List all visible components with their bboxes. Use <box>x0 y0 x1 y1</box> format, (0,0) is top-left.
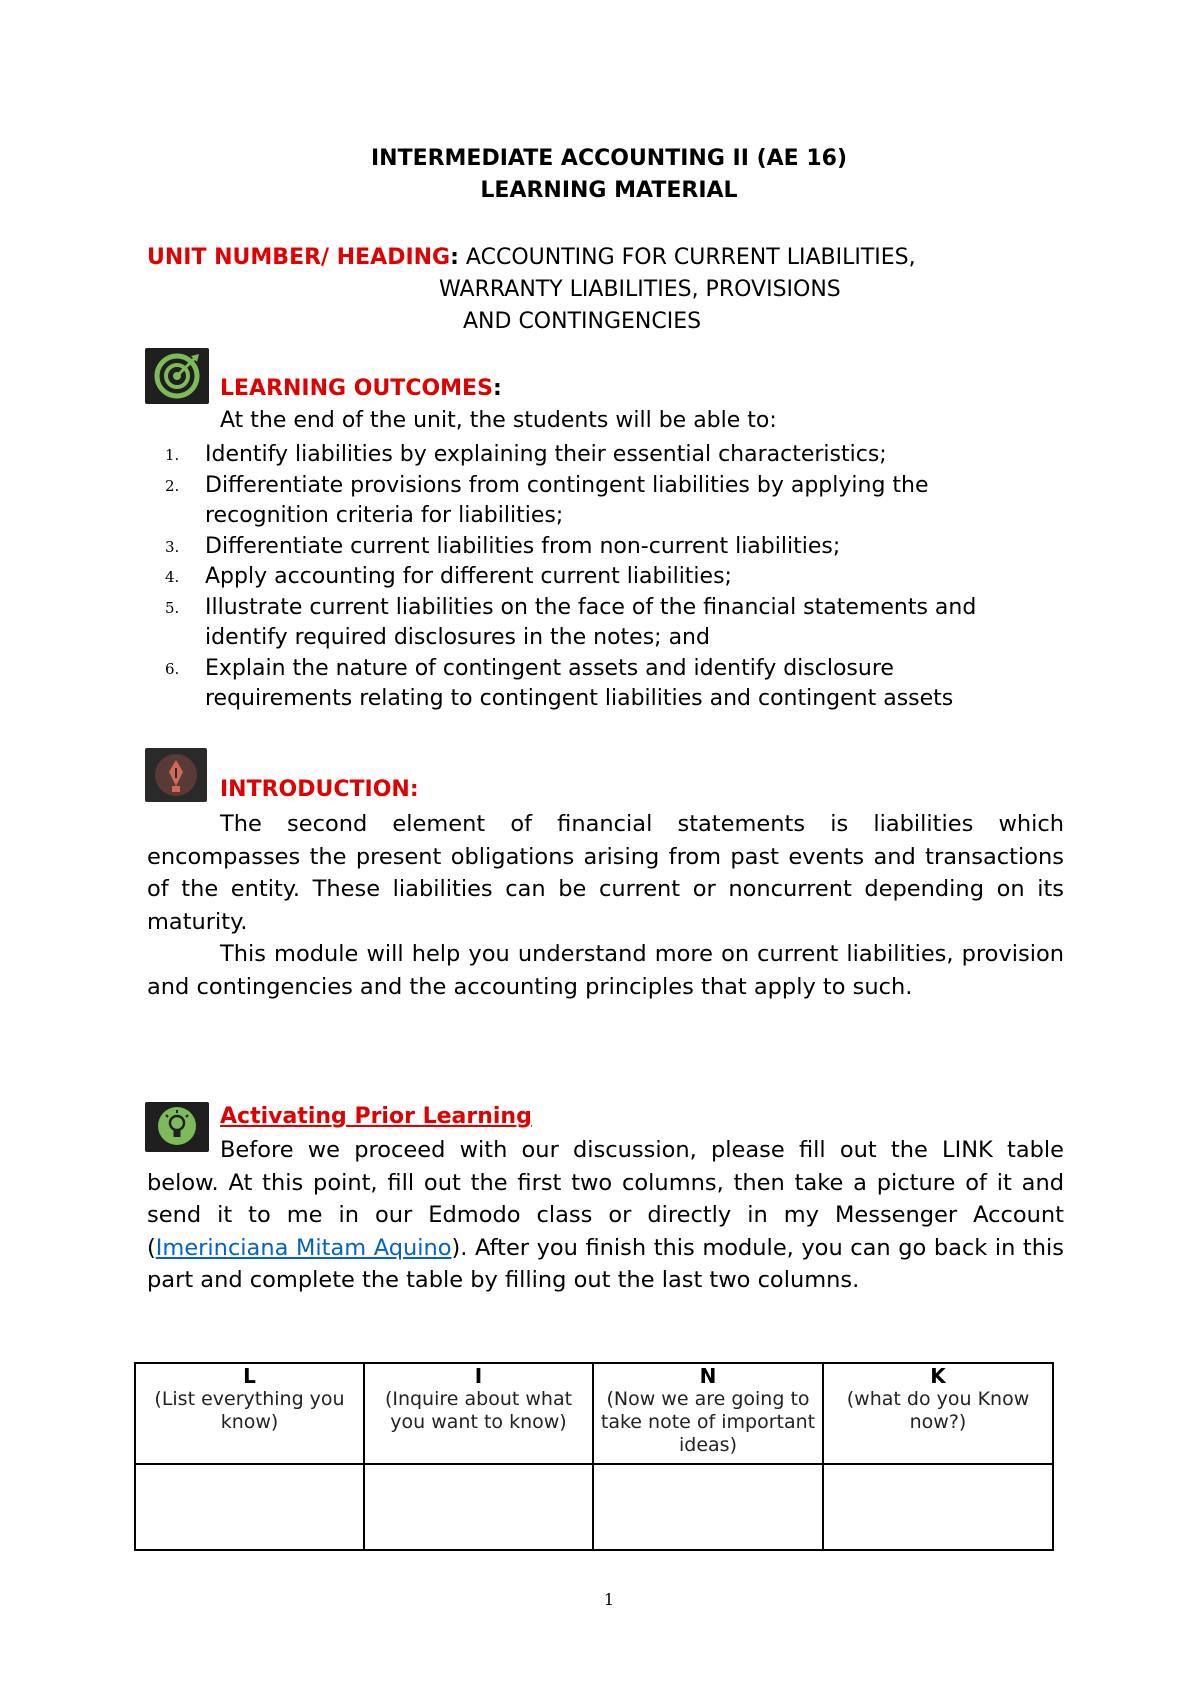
introduction-paragraph-2: This module will help you understand more on current liabilities, provision and contingencies and the accounting principles that apply to such. <box>147 941 1064 1000</box>
table-header-cell-i: I (Inquire about what you want to know) <box>364 1363 593 1464</box>
introduction-heading: INTRODUCTION: <box>220 777 419 802</box>
unit-title-line1: ACCOUNTING FOR CURRENT LIABILITIES, <box>458 245 916 270</box>
messenger-account-link[interactable]: Imerinciana Mitam Aquino <box>155 1234 452 1261</box>
table-header-cell-k: K (what do you Know now?) <box>823 1363 1053 1464</box>
outcomes-list <box>165 440 1035 715</box>
list-item: 2. Differentiate provisions from contingent liabilities by applying the recognition criteria for liabilities; <box>165 472 929 528</box>
table-cell-i[interactable] <box>364 1464 593 1550</box>
prior-learning-paragraph: Before we proceed with our discussion, please fill out the LINK table below. At this point, fill out the first two columns, then take a picture of it and send it to me in our Edmodo class or directly in my Messenger Account (Imerinciana Mitam Aquino). After you finish this module, you can go back in this part and complete the table by filling out the last two columns. <box>147 1137 1064 1293</box>
link-table <box>134 1362 1054 1551</box>
list-item: 3. Differentiate current liabilities from non-current liabilities; <box>165 533 841 559</box>
table-cell-k[interactable] <box>823 1464 1053 1550</box>
page-number: 1 <box>603 1590 615 1609</box>
prior-learning-heading: Activating Prior Learning <box>220 1104 532 1129</box>
table-header-cell-l: L (List everything you know) <box>135 1363 364 1464</box>
table-cell-n[interactable] <box>593 1464 823 1550</box>
unit-colon: : <box>450 245 459 270</box>
unit-label: UNIT NUMBER/ HEADING <box>147 245 451 270</box>
table-row <box>135 1464 1053 1550</box>
table-header-cell-n: N (Now we are going to take note of important ideas) <box>593 1363 823 1464</box>
table-cell-l[interactable] <box>135 1464 364 1550</box>
unit-title-line2: WARRANTY LIABILITIES, PROVISIONS <box>439 277 841 302</box>
doc-title: INTERMEDIATE ACCOUNTING II (AE 16) <box>370 146 848 171</box>
target-icon <box>145 348 209 404</box>
list-item: 6. Explain the nature of contingent assets and identify disclosure requirements relating to contingent liabilities and contingent assets <box>165 655 954 711</box>
unit-title-line3: AND CONTINGENCIES <box>463 309 702 334</box>
outcomes-heading: LEARNING OUTCOMES: <box>220 376 502 401</box>
list-item: 5. Illustrate current liabilities on the face of the financial statements and identify required disclosures in the notes; and <box>165 594 977 650</box>
pen-icon <box>145 748 207 802</box>
outcomes-intro: At the end of the unit, the students will be able to: <box>220 408 777 433</box>
list-item: 1. Identify liabilities by explaining their essential characteristics; <box>165 442 887 467</box>
table-header-row <box>135 1363 1053 1464</box>
introduction-paragraph-1: The second element of financial statements is liabilities which encompasses the present obligations arising from past events and transactions of the entity. These liabilities can be current or noncurrent depending on its maturity. <box>147 811 1064 935</box>
unit-heading <box>147 245 916 270</box>
list-item: 4. Apply accounting for different current liabilities; <box>165 564 732 589</box>
doc-subtitle: LEARNING MATERIAL <box>480 178 738 203</box>
